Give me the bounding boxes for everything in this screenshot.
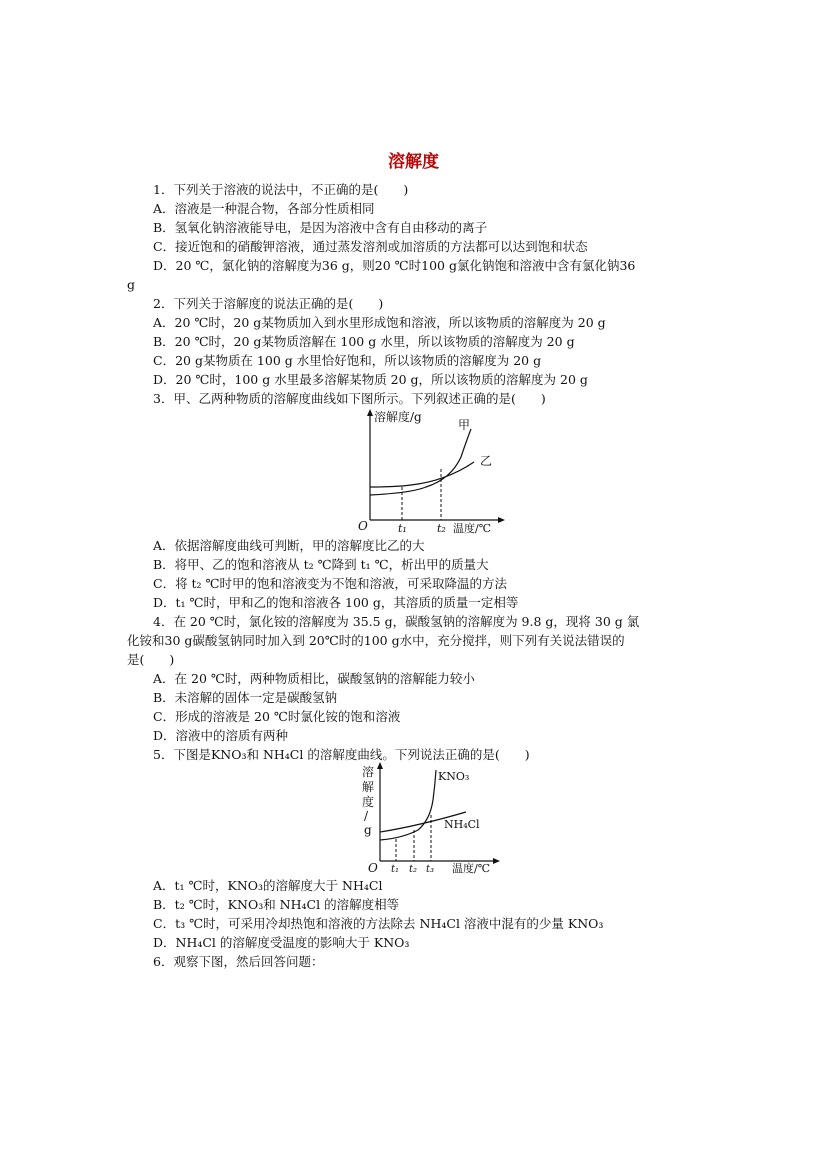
fig2-origin: O xyxy=(368,861,378,875)
text-line-q3d: D．t₁ ℃时，甲和乙的饱和溶液各 100 g，其溶质的质量一定相等 xyxy=(153,595,519,610)
page-title: 溶解度 xyxy=(388,152,439,172)
fig2-xlabel: 温度/℃ xyxy=(452,862,491,875)
curve-kno3 xyxy=(380,770,436,840)
text-line-q2d: D．20 ℃时，100 g 水里最多溶解某物质 20 g，所以该物质的溶解度为 20 g xyxy=(153,372,588,387)
text-line-q1d2: g xyxy=(127,277,136,292)
text-line-q2b: B．20 ℃时，20 g某物质溶解在 100 g 水里，所以该物质的溶解度为 20 g xyxy=(153,334,575,349)
curve-yi xyxy=(370,462,474,487)
text-line-q4a4: D．溶液中的溶质有两种 xyxy=(153,728,289,743)
fig1-ylabel: 溶解度/g xyxy=(374,410,422,424)
text-line-q4a3: C．形成的溶液是 20 ℃时氯化铵的饱和溶液 xyxy=(153,709,401,724)
text-line-q5c: C．t₃ ℃时，可采用冷却热饱和溶液的方法除去 NH₄Cl 溶液中混有的少量 KNO₃ xyxy=(153,916,604,931)
svg-text:度: 度 xyxy=(362,795,375,809)
fig1-series-yi: 乙 xyxy=(480,454,493,468)
text-line-q1: 1．下列关于溶液的说法中，不正确的是( ) xyxy=(153,182,409,197)
fig2-ylabel xyxy=(362,764,374,837)
text-line-q4a2: B．未溶解的固体一定是碳酸氢钠 xyxy=(153,690,338,705)
text-line-q4: 4．在 20 ℃时，氯化铵的溶解度为 35.5 g，碳酸氢钠的溶解度为 9.8 g，现将 30 g 氯 xyxy=(153,614,640,629)
text-line-q1c: C．接近饱和的硝酸钾溶液，通过蒸发溶剂或加溶质的方法都可以达到饱和状态 xyxy=(153,239,588,254)
solubility-figure-2 xyxy=(358,760,503,878)
svg-text:解: 解 xyxy=(362,780,375,794)
fig2-series-nh4cl: NH₄Cl xyxy=(444,818,480,831)
text-line-q3a: A．依据溶解度曲线可判断，甲的溶解度比乙的大 xyxy=(153,538,425,553)
text-line-q5a: A．t₁ ℃时，KNO₃的溶解度大于 NH₄Cl xyxy=(153,878,383,893)
text-line-q3b: B．将甲、乙的饱和溶液从 t₂ ℃降到 t₁ ℃，析出甲的质量大 xyxy=(153,557,489,572)
text-line-q5d: D．NH₄Cl 的溶解度受温度的影响大于 KNO₃ xyxy=(153,935,410,950)
fig1-xlabel: 温度/℃ xyxy=(453,522,492,535)
text-line-q2: 2．下列关于溶解度的说法正确的是( ) xyxy=(153,296,384,311)
svg-text:g: g xyxy=(364,823,372,837)
text-line-q2c: C．20 g某物质在 100 g 水里恰好饱和，所以该物质的溶解度为 20 g xyxy=(153,353,542,368)
fig2-t1: t₁ xyxy=(391,864,400,875)
curve-jia xyxy=(370,429,471,495)
text-line-q3: 3．甲、乙两种物质的溶解度曲线如下图所示。下列叙述正确的是( ) xyxy=(153,391,546,406)
solubility-figure-1 xyxy=(356,407,506,537)
text-line-q5b: B．t₂ ℃时，KNO₃和 NH₄Cl 的溶解度相等 xyxy=(153,897,400,912)
fig2-t3: t₃ xyxy=(426,864,435,875)
text-line-q5: 5．下图是KNO₃和 NH₄Cl 的溶解度曲线。下列说法正确的是( ) xyxy=(153,747,530,762)
fig1-series-jia: 甲 xyxy=(458,418,471,432)
text-line-q1a: A．溶液是一种混合物，各部分性质相同 xyxy=(153,201,375,216)
text-line-q1d: D．20 ℃，氯化钠的溶解度为36 g，则20 ℃时100 g氯化钠饱和溶液中含有氯化钠36 xyxy=(153,258,636,273)
text-line-q4b: 化铵和30 g碳酸氢钠同时加入到 20℃时的100 g水中，充分搅拌，则下列有关说法错误的 xyxy=(127,633,625,648)
text-line-q2a: A．20 ℃时，20 g某物质加入到水里形成饱和溶液，所以该物质的溶解度为 20 g xyxy=(153,315,606,330)
svg-text:/: / xyxy=(364,809,369,823)
text-line-q1b: B．氢氧化钠溶液能导电，是因为溶液中含有自由移动的离子 xyxy=(153,220,488,235)
fig1-origin: O xyxy=(358,519,368,533)
text-line-q3c: C．将 t₂ ℃时甲的饱和溶液变为不饱和溶液，可采取降温的方法 xyxy=(153,576,508,591)
fig1-t2: t₂ xyxy=(437,522,446,535)
text-line-q4c: 是( ) xyxy=(127,652,175,667)
text-line-q4a1: A．在 20 ℃时，两种物质相比，碳酸氢钠的溶解能力较小 xyxy=(153,671,475,686)
fig1-t1: t₁ xyxy=(398,522,407,535)
fig2-t2: t₂ xyxy=(409,864,418,875)
fig2-series-kno3: KNO₃ xyxy=(438,770,470,783)
svg-text:溶: 溶 xyxy=(362,765,375,779)
text-line-q6: 6．观察下图，然后回答问题： xyxy=(153,954,324,969)
